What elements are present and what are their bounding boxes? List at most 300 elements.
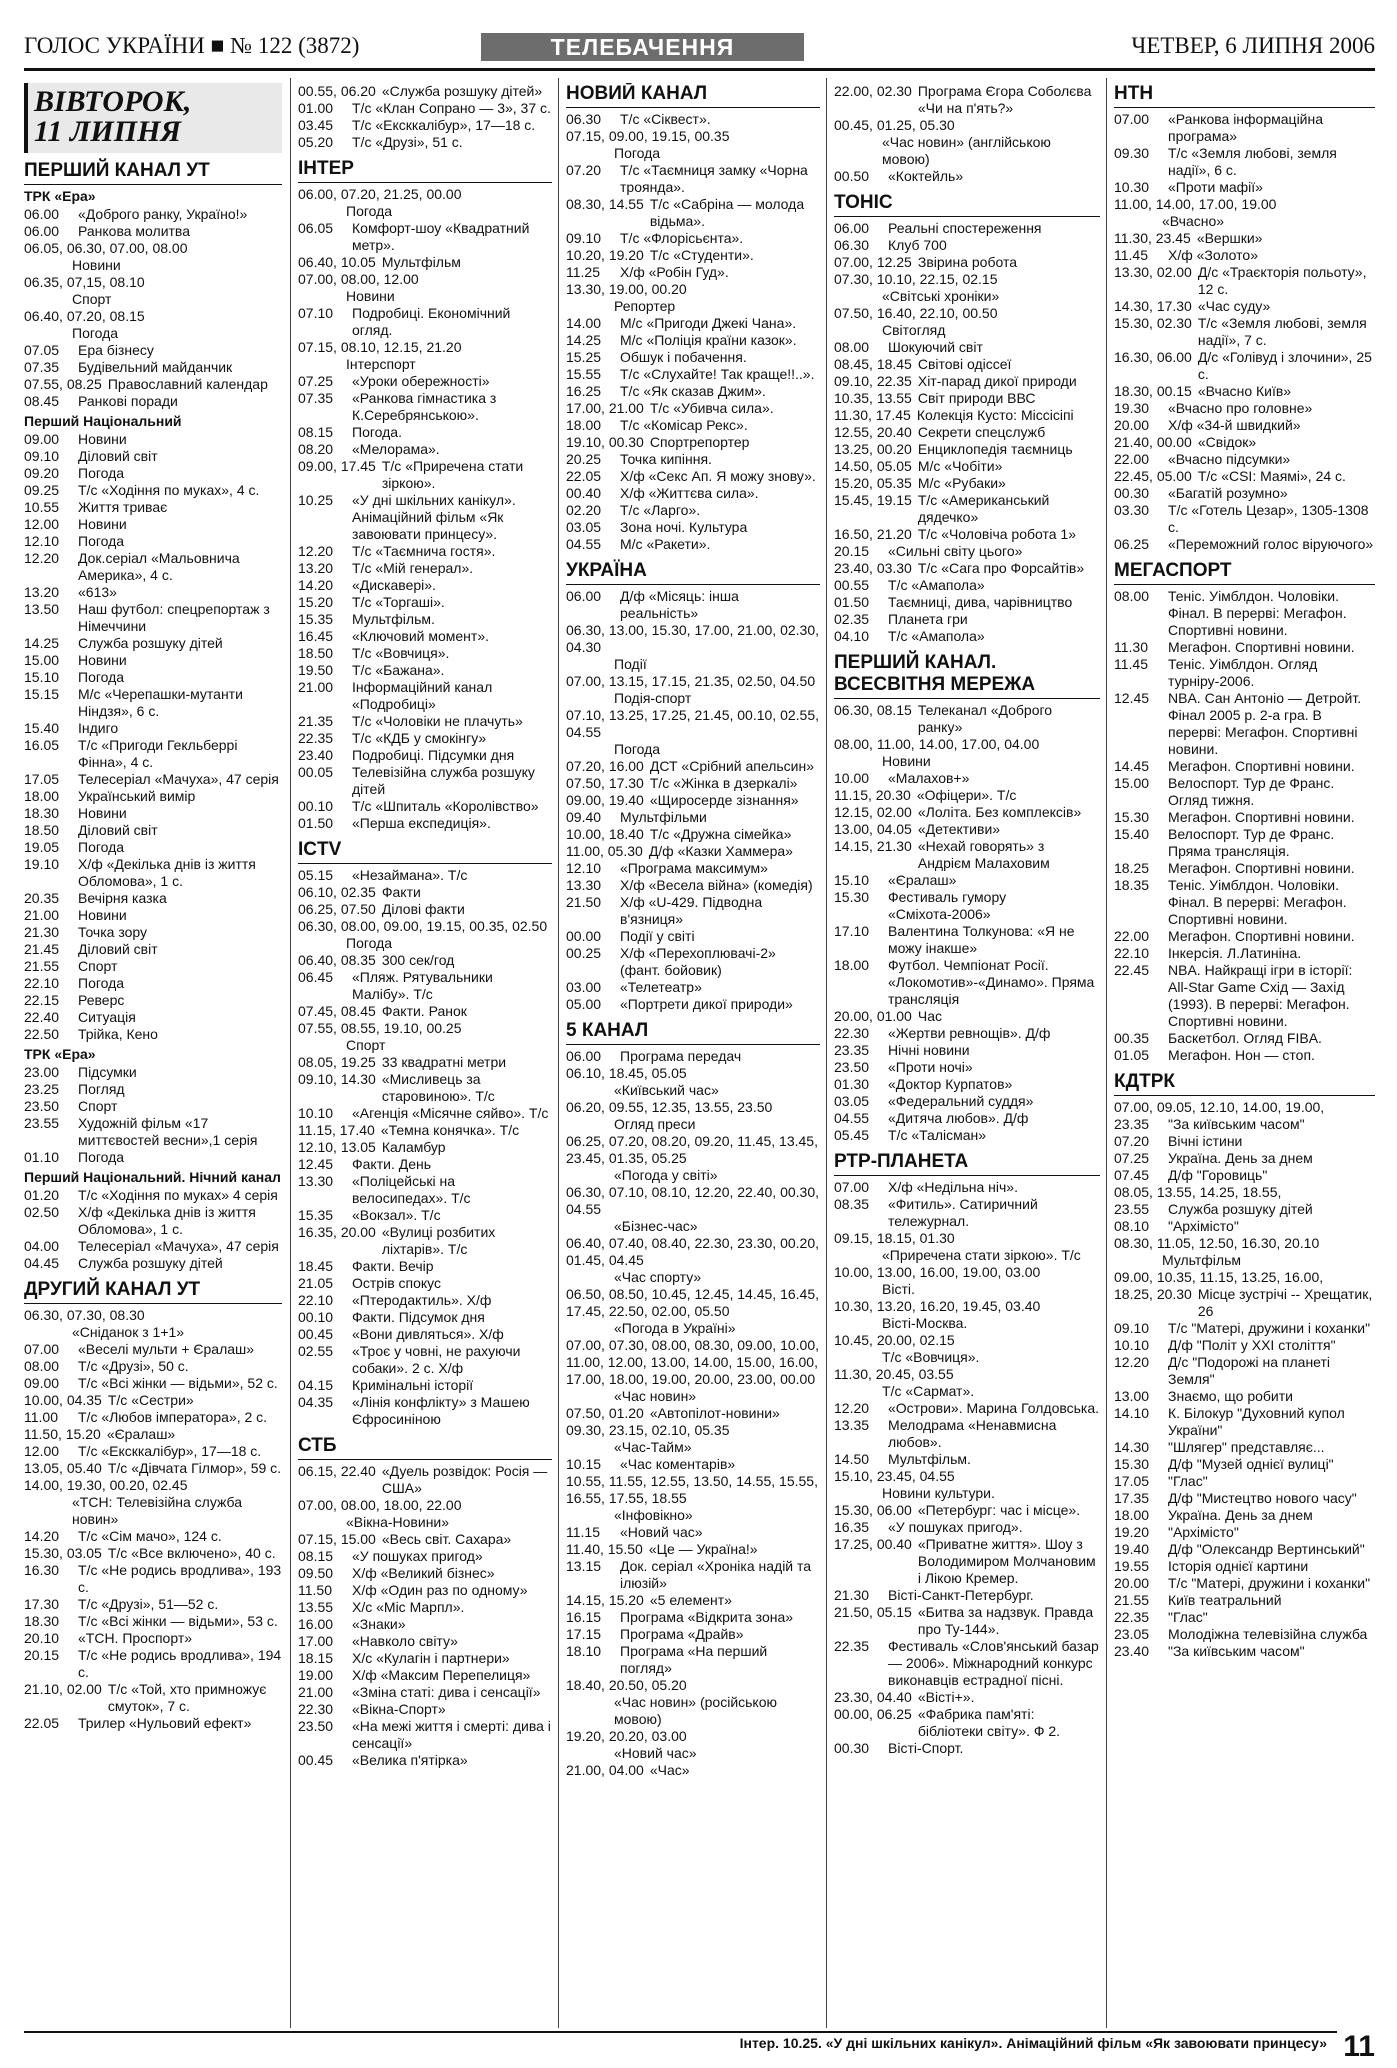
listing-program: Погода [614,145,661,161]
listing-row [24,1307,282,1341]
listing-row [834,390,1100,407]
listing-row [1114,1592,1375,1609]
listing-row [298,1565,552,1582]
listing-program: Т/с «Ексккалібур», 17—18 с. [78,1443,262,1459]
listing-program: «Вчасно Київ» [1197,383,1292,399]
listing-row [24,1204,282,1238]
listing-time: 09.00, 19.40 [566,792,644,808]
listing-row [834,1179,1100,1196]
listing-row [298,1156,552,1173]
listing-program: "Глас" [1168,1609,1208,1625]
listing-time: 11.50, 15.20 [24,1426,101,1442]
listing-program: Ранкові поради [78,393,178,409]
listing-program: «Дуель розвідок: Росія — США» [381,1463,548,1496]
listing-time: 20.00 [1114,1575,1150,1591]
listing-program: «Офіцери». Т/с [916,787,1017,803]
listing-time: 23.30, 04.40 [834,1689,912,1705]
listing-program: Д/с «Траєкторія польоту», 12 с. [1197,264,1367,297]
listing-row [834,1042,1100,1059]
listing-time: 10.10 [1114,1337,1150,1353]
listing-row [298,1292,552,1309]
listing-program: Т/с «Шпиталь «Королівство» [352,798,539,814]
listing-program: Новини [78,652,127,668]
listing-row [24,359,282,376]
listing-time: 07.00, 08.00, 12.00 [298,271,419,287]
listing-time: 12.00 [24,1443,60,1459]
listing-time: 07.15, 09.00, 19.15, 00.35 [566,128,730,144]
listing-program: Колекція Кусто: Міссісіпі [916,407,1074,423]
listing-row [566,1728,820,1762]
listing-time: 18.00 [834,957,870,973]
listing-time: 09.10 [566,230,602,246]
listing-time: 22.40 [24,1009,60,1025]
listing-time: 09.40 [566,809,602,825]
listing-row [1114,962,1375,1030]
listing-program: «Погода в Україні» [614,1320,736,1336]
listing-row [24,448,282,465]
listing-program: Х/ф «Весела війна» (комедія) [620,877,813,893]
listing-program: «Знаки» [352,1616,406,1632]
listing-program: «Дискавері». [352,577,436,593]
listing-program: «Лоліта. Без комплексів» [917,804,1082,820]
listing-program: «Вулиці розбитих ліхтарів». Т/с [381,1224,496,1257]
listing-time: 22.00, 02.30 [834,83,912,99]
listing-program: "Шлягер" представляє... [1168,1439,1325,1455]
listing-program: Вісті. [882,1281,915,1297]
listing-row [566,434,820,451]
listing-time: 08.45 [24,393,60,409]
listing-program: Т/с «Чоловіки не плачуть» [352,713,523,729]
listing-row [566,383,820,400]
listing-program: Мультфільм [381,254,461,270]
listing-time: 12.20 [298,543,334,559]
listing-row [1114,1235,1375,1269]
listing-row [834,838,1100,872]
listing-time: 07.50, 01.20 [566,1405,644,1421]
listing-time: 23.40 [298,747,334,763]
listing-time: 10.25 [298,492,334,508]
listing-program: Таємниці, дива, чарівництво [888,594,1073,610]
listing-time: 03.30 [1114,502,1150,518]
listing-time: 20.35 [24,890,60,906]
listing-time: 15.00 [24,652,60,668]
day-heading [24,83,282,153]
listing-program: Д/ф «Казки Хаммера» [648,843,793,859]
listing-time: 20.25 [566,451,602,467]
listing-time: 21.55 [1114,1592,1150,1608]
listing-program: «У пошуках пригод». [888,1519,1023,1535]
listing-time: 07.35 [298,390,334,406]
listing-row [834,168,1100,185]
listing-program: Док.серіал «Мальовнича Америка», 4 с. [78,550,240,583]
listing-time: 15.20, 05.35 [834,475,912,491]
listing-program: Фестиваль «Слов'янський базар — 2006». Міжнародний конкурс виконавців естрадної пісні. [888,1638,1099,1688]
listing-program: «Малахов+» [888,770,970,786]
listing-row [24,720,282,737]
listing-program: Український вимір [78,788,196,804]
listing-time: 10.30, 13.20, 16.20, 19.45, 03.40 [834,1298,1041,1314]
listing-time: 22.35 [834,1638,870,1654]
listing-program: Вісті-Санкт-Петербург. [888,1587,1034,1603]
listing-time: 14.15, 15.20 [566,1592,644,1608]
listing-program: Інформаційний канал «Подробиці» [352,679,493,712]
listing-row [1114,1439,1375,1456]
listing-program: Мегафон. Спортивні новини. [1168,758,1355,774]
listing-program: «Доброго ранку, Україно!» [78,206,248,222]
listing-time: 02.20 [566,502,602,518]
listing-row [566,366,820,383]
listing-time: 22.10 [1114,945,1150,961]
listing-time: 06.30, 07.10, 08.10, 12.20, 22.40, 00.30, 04.55 [566,1184,819,1217]
listing-time: 03.05 [834,1093,870,1109]
listing-time: 22.10 [24,975,60,991]
listing-program: Зона ночі. Культура [620,519,748,535]
listing-program: Т/с «Студенти». [649,247,754,263]
listing-time: 19.20 [1114,1524,1150,1540]
listing-program: Вісті-Москва. [882,1315,968,1331]
listing-time: 21.00 [298,1684,334,1700]
listing-program: «5 елемент» [649,1592,732,1608]
listing-row [298,611,552,628]
listing-program: «613» [78,584,117,600]
listing-program: Погода [78,975,125,991]
listing-time: 13.00, 04.05 [834,821,912,837]
listing-time: 21.10, 02.00 [24,1681,102,1697]
listing-program: «Портрети дикої природи» [620,996,793,1012]
listing-time: 14.20 [24,1528,60,1544]
listing-row [298,1020,552,1054]
listing-program: «Ранкова гімнастика з К.Серебрянською». [352,390,497,423]
listing-time: 17.15 [566,1626,602,1642]
listing-time: 14.30, 17.30 [1114,298,1192,314]
listing-time: 09.10, 14.30 [298,1071,376,1087]
listing-row [24,1426,282,1443]
listing-time: 10.15 [566,1456,602,1472]
listing-time: 07.55, 08.25 [24,376,102,392]
listing-time: 15.35 [298,611,334,627]
listing-program: Факти [381,884,421,900]
listing-program: Т/с «Ходіння по муках», 4 с. [78,482,260,498]
listing-time: 22.35 [298,730,334,746]
listing-row [566,894,820,928]
listing-row [1114,264,1375,298]
channel-heading: ICTV [298,839,552,864]
listing-time: 17.05 [1114,1473,1150,1489]
listing-program: Т/с «Дівчата Гілмор», 59 с. [107,1460,282,1476]
listing-time: 15.20 [298,594,334,610]
listing-row [24,1375,282,1392]
listing-time: 13.15 [566,1558,602,1574]
listing-program: «Нехай говорять» з Андрієм Малаховим [917,838,1050,871]
listing-row [298,560,552,577]
listing-program: Світ природи ВВС [917,390,1036,406]
listing-program: Т/с «Ексккалібур», 17—18 с. [352,117,536,133]
listing-time: 02.35 [834,611,870,627]
listing-program: Т/с «Все включено», 40 с. [107,1545,276,1561]
listing-program: «Час новин» [614,1388,697,1404]
listing-program: «Агенція «Місячне сяйво». Т/с [352,1105,549,1121]
listing-row [24,924,282,941]
listing-row [24,1630,282,1647]
listing-row [566,1405,820,1422]
listing-row [24,550,282,584]
listing-row [298,1599,552,1616]
listing-time: 06.30 [566,111,602,127]
listing-time: 21.05 [298,1275,334,1291]
listing-row [834,339,1100,356]
listing-time: 19.10 [24,856,60,872]
listing-row [834,594,1100,611]
listing-program: "Архімісто" [1168,1218,1239,1234]
listing-row [24,206,282,223]
listing-row [1114,315,1375,349]
listing-program: Погода [78,1149,125,1165]
listing-time: 07.00, 09.05, 12.10, 14.00, 19.00, [1114,1099,1325,1115]
listing-program: Погода [72,325,119,341]
listing-time: 01.05 [1114,1047,1150,1063]
listing-row [24,274,282,308]
listing-program: Подробиці. Економічний огляд. [352,305,511,338]
listing-program: «Інфовікно» [614,1507,693,1523]
listing-row [566,860,820,877]
listing-program: «На межі життя і смерті: дива і сенсації» [352,1718,551,1751]
listing-time: 13.30 [566,877,602,893]
listing-program: Д/ф «Місяць: інша реальність» [620,588,739,621]
listing-row [834,373,1100,390]
listing-time: 13.30, 19.00, 00.20 [566,281,687,297]
listing-time: 14.45 [1114,758,1150,774]
listing-program: «Жертви ревнощів». Д/ф [888,1025,1051,1041]
listing-row [1114,1473,1375,1490]
listing-program: «Доктор Курпатов» [888,1076,1013,1092]
listing-row [24,1545,282,1562]
listing-row [1114,230,1375,247]
listing-row [834,787,1100,804]
listing-row [834,305,1100,339]
listing-row [1114,1405,1375,1439]
listing-time: 07.00 [24,1341,60,1357]
listing-row [298,764,552,798]
listing-time: 08.30, 11.05, 12.50, 16.30, 20.10 [1114,1235,1320,1251]
listing-time: 09.30 [1114,145,1150,161]
listing-row [834,1110,1100,1127]
listing-time: 00.45 [298,1752,334,1768]
listing-program: Д/ф "Горовиць" [1168,1167,1268,1183]
listing-time: 17.35 [1114,1490,1150,1506]
listing-row [1114,639,1375,656]
listing-row [24,822,282,839]
listing-program: «Погода у світі» [614,1167,718,1183]
listing-program: Т/с «Всі жінки — відьми», 52 с. [78,1375,278,1391]
listing-program: «Детективи» [917,821,1001,837]
listing-row [298,220,552,254]
listing-program: Факти. Підсумок дня [352,1309,485,1325]
listing-time: 21.40, 00.00 [1114,434,1192,450]
listing-program: Точка кипіння. [620,451,712,467]
listing-row [834,804,1100,821]
listing-program: «Час спорту» [614,1269,702,1285]
listing-row [24,1477,282,1528]
listing-time: 04.15 [298,1377,334,1393]
listing-program: Програма «На перший погляд» [620,1643,768,1676]
listing-time: 06.30, 08.15 [834,702,912,718]
listing-row [566,536,820,553]
listing-row [298,1275,552,1292]
listing-row [566,1762,820,1779]
listing-time: 07.20, 16.00 [566,758,644,774]
listing-row [1114,1184,1375,1201]
listing-row [566,877,820,894]
listing-time: 04.55 [834,1110,870,1126]
listing-program: Програма «Відкрита зона» [620,1609,794,1625]
listing-row [298,100,552,117]
listing-program: Т/с «Сабріна — молода відьма». [649,196,805,229]
listing-program: Трилер «Нульовий ефект» [78,1715,252,1731]
listing-program: Т/с «Земля любові, земля надії», 7 с. [1197,315,1367,348]
listing-row [24,376,282,393]
listing-program: Подробиці. Підсумки дня [352,747,515,763]
listing-program: «Час коментарів» [620,1456,736,1472]
listing-program: Х/с «Міс Марпл». [352,1599,465,1615]
listing-row [834,424,1100,441]
listing-row [566,111,820,128]
listing-time: 06.05, 06.30, 07.00, 08.00 [24,240,188,256]
listing-time: 22.45 [1114,962,1150,978]
listing-time: 07.45 [1114,1167,1150,1183]
listing-program: Новини [78,516,127,532]
listing-time: 16.45 [298,628,334,644]
listing-program: NBA. Сан Антоніо — Детройт. Фінал 2005 р. 2-а гра. В перерві: Мегафон. Спортивні новини. [1168,690,1362,757]
listing-time: 22.00 [1114,928,1150,944]
listing-program: Теніс. Уімблдон. Огляд турніру-2006. [1168,656,1318,689]
listing-row [1114,502,1375,536]
listing-time: 09.00, 10.35, 11.15, 13.25, 16.00, [1114,1269,1324,1285]
listing-program: «Новий час» [614,1745,697,1761]
listing-row [1114,1218,1375,1235]
listing-program: «У пошуках пригод» [352,1548,483,1564]
channel-heading: РТР-ПЛАНЕТА [834,1151,1100,1176]
listing-program: «Вчасно підсумки» [1168,451,1291,467]
listing-program: «Переможний голос віруючого» [1168,536,1374,552]
listing-program: Молодіжна телевізійна служба [1168,1626,1368,1642]
listing-program: «Сильні світу цього» [888,543,1023,559]
listing-program: Док. серіал «Хроніка надій та ілюзій» [620,1558,812,1591]
listing-row [298,645,552,662]
listing-time: 09.10, 22.35 [834,373,912,389]
listing-row [834,1502,1100,1519]
listing-program: «Час новин» (англійською мовою) [882,134,1051,167]
listing-row [834,1008,1100,1025]
listing-program: «Київський час» [614,1082,719,1098]
listing-time: 07.20 [566,162,602,178]
listing-time: 07.00, 13.15, 17.15, 21.35, 02.50, 04.50 [566,673,816,689]
listing-program: Програма «Драйв» [620,1626,744,1642]
listing-program: Україна. День за днем [1168,1150,1313,1166]
column-divider [826,78,827,2028]
listing-row [1114,1337,1375,1354]
listing-row [24,1026,282,1043]
listing-time: 06.30, 13.00, 15.30, 17.00, 21.00, 02.30, 04.30 [566,622,819,655]
listing-row [298,390,552,424]
listing-time: 08.45, 18.45 [834,356,912,372]
listing-program: Велоспорт. Тур де Франс. Пряма трансляція. [1168,826,1335,859]
listing-program: Х/с «Кулагін і партнери» [352,1650,510,1666]
listing-row [24,1064,282,1081]
listing-program: «Час суду» [1197,298,1271,314]
listing-time: 10.00 [834,770,870,786]
listing-program: Т/с «Готель Цезар», 1305-1308 с. [1168,502,1369,535]
listing-program: «Фитиль». Сатиричний тележурнал. [888,1196,1038,1229]
listing-time: 07.55, 08.55, 19.10, 00.25 [298,1020,462,1036]
listing-time: 08.00 [1114,588,1150,604]
listing-row [298,1071,552,1105]
listing-program: «Федеральний суддя» [888,1093,1034,1109]
listing-time: 18.00 [24,788,60,804]
listing-time: 10.10 [298,1105,334,1121]
listing-row [24,533,282,550]
listing-time: 02.55 [298,1343,334,1359]
listing-program: «Це — Україна!» [648,1541,758,1557]
listing-row [24,1341,282,1358]
listing-time: 15.30, 03.05 [24,1545,102,1561]
listing-program: «Лінія конфлікту» з Машею Єфросиніною [352,1394,530,1427]
listing-program: Погода [614,741,661,757]
listing-time: 19.40 [1114,1541,1150,1557]
listing-program: Т/с «Таємнича гостя». [352,543,496,559]
listing-row [24,737,282,771]
listing-row [834,1059,1100,1076]
listing-row [834,1740,1100,1757]
listing-row [1114,1626,1375,1643]
listing-row [24,890,282,907]
listing-program: Баскетбол. Огляд FIBA. [1168,1030,1322,1046]
listing-row [1114,451,1375,468]
listing-time: 00.50 [834,168,870,184]
listing-row [1114,1490,1375,1507]
listing-program: «Битва за надзвук. Правда про Ту-144». [917,1604,1094,1637]
listing-program: Реальні спостереження [888,220,1042,236]
listing-time: 00.00, 06.25 [834,1706,912,1722]
listing-time: 17.10 [834,923,870,939]
listing-row [566,1286,820,1337]
listing-row [24,1460,282,1477]
listing-program: Діловий світ [78,941,158,957]
listing-program: Мелодрама «Ненавмисна любов». [888,1417,1057,1450]
channel-subheading: Перший Національний [24,413,182,429]
listing-program: Т/с «Убивча сила». [649,400,774,416]
listing-row [24,465,282,482]
listing-time: 06.00 [834,220,870,236]
channel-heading: СТБ [298,1435,552,1460]
listing-row [834,889,1100,923]
listing-time: 07.45, 08.45 [298,1003,376,1019]
listing-time: 23.00 [24,1064,60,1080]
listing-row [566,1235,820,1286]
listing-time: 12.10 [566,860,602,876]
listing-program: Комфорт-шоу «Квадратний метр». [352,220,530,253]
listing-row [24,1098,282,1115]
listing-row [1114,1047,1375,1064]
listing-row [834,356,1100,373]
listing-program: Т/с «Бажана». [352,662,445,678]
listing-row [834,237,1100,254]
listing-row [24,308,282,342]
listing-time: 06.05 [298,220,334,236]
listing-time: 12.15, 02.00 [834,804,912,820]
listing-time: 11.45 [1114,656,1148,672]
listing-time: 18.00 [1114,1507,1150,1523]
listing-time: 13.25, 00.20 [834,441,912,457]
